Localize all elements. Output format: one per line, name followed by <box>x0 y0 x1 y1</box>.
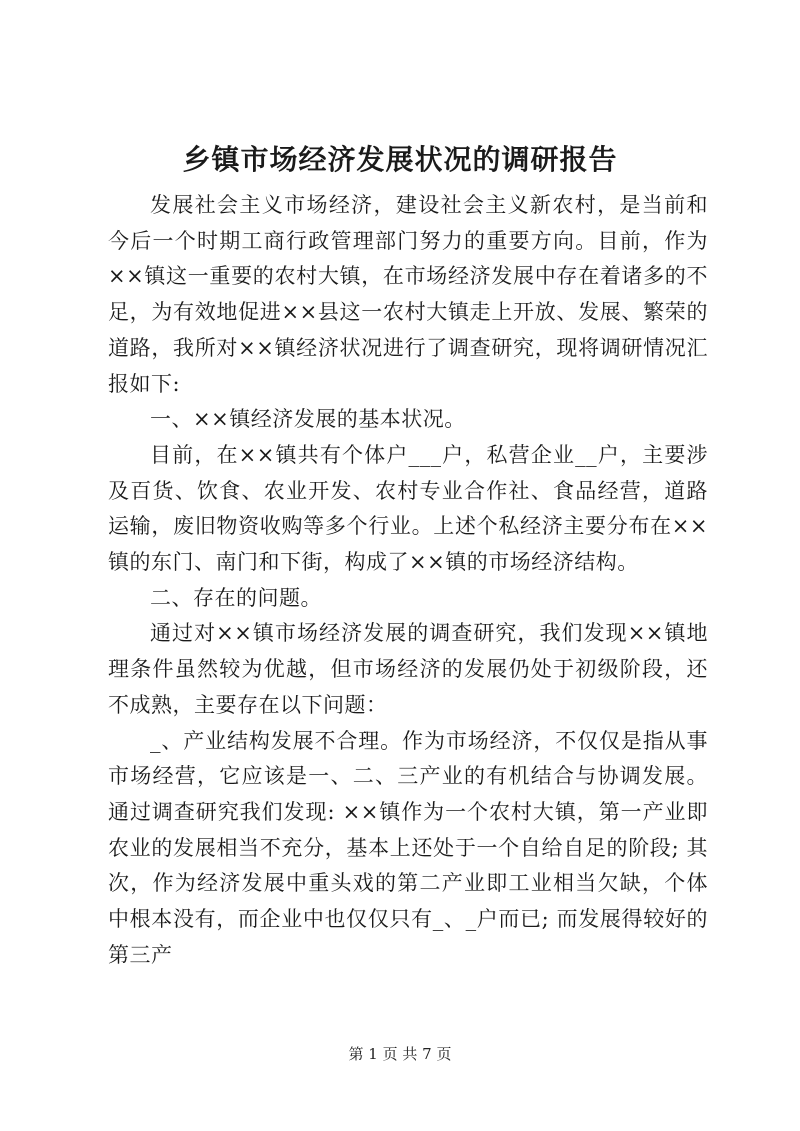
document-title: 乡镇市场经济发展状况的调研报告 <box>182 143 618 176</box>
page-footer: 第 1 页 共 7 页 <box>348 1045 452 1063</box>
paragraph-basic-status: 目前，在××镇共有个体户___户，私营企业__户，主要涉及百货、饮食、农业开发、农村专业合作社、食品经营，道路运输，废旧物资收购等多个行业。上述个私经济主要分布在××镇的东门、南门和下街，构成了××镇的市场经济结构。 <box>108 442 708 575</box>
document-body <box>108 188 708 973</box>
section-heading-basic-status: 一、××镇经济发展的基本状况。 <box>150 407 466 432</box>
paragraph-industry-structure: _、产业结构发展不合理。作为市场经济，不仅仅是指从事市场经营，它应该是一、二、三产业的有机结合与协调发展。通过调查研究我们发现: ××镇作为一个农村大镇，第一产业即农业的发展相当不充分，基本上还处于一个自给自足的阶段; 其次，作为经济发展中重头戏的第二产业即工业相当欠缺，个体中根本没有，而企业中也仅仅只有_、_户而已; 而发展得较好的第三产 <box>108 728 708 967</box>
section-heading-problems: 二、存在的问题。 <box>150 585 322 610</box>
paragraph-problems-intro: 通过对××镇市场经济发展的调查研究，我们发现××镇地理条件虽然较为优越，但市场经济的发展仍处于初级阶段，还不成熟，主要存在以下问题： <box>108 621 708 717</box>
paragraph-intro: 发展社会主义市场经济，建设社会主义新农村，是当前和今后一个时期工商行政管理部门努力的重要方向。目前，作为××镇这一重要的农村大镇，在市场经济发展中存在着诸多的不足，为有效地促进××县这一农村大镇走上开放、发展、繁荣的道路，我所对××镇经济状况进行了调查研究，现将调研情况汇报如下: <box>108 193 708 396</box>
